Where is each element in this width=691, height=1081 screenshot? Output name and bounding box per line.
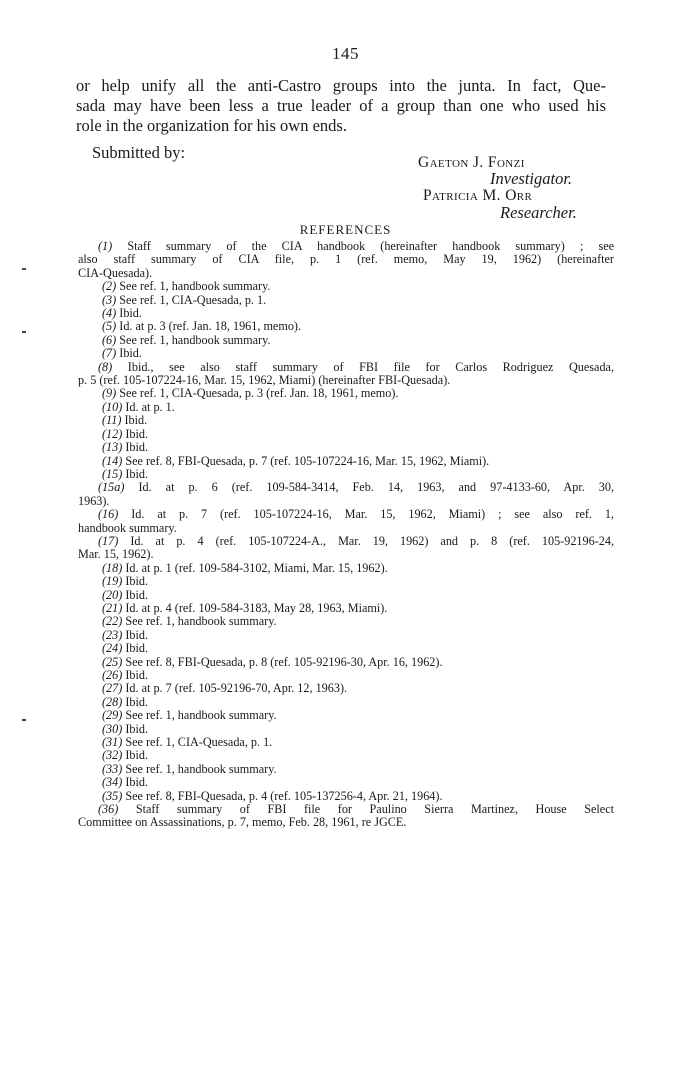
reference-text: Ibid. [119, 346, 142, 361]
intro-line: or help unify all the anti-Castro groups into the junta. In fact, Que- [76, 76, 606, 95]
reference-line [78, 629, 614, 642]
reference-line [78, 508, 614, 521]
reference-number: (20) [102, 587, 123, 602]
reference-text: Committee on Assassinations, p. 7, memo, Feb. 28, 1961, re JGCE. [78, 815, 407, 830]
reference-line [78, 803, 614, 816]
reference-text: Ibid. [125, 440, 149, 455]
reference-line [78, 280, 614, 293]
reference-number: (32) [102, 748, 123, 763]
reference-text: Ibid., see also staff summary of FBI file for Carlos Rodriguez Quesada, [127, 359, 614, 374]
reference-number: (14) [102, 453, 123, 468]
reference-text: See ref. 8, FBI-Quesada, p. 8 (ref. 105-92196-30, Apr. 16, 1962). [125, 654, 443, 669]
references-heading: REFERENCES [299, 222, 392, 237]
reference-line [78, 589, 614, 602]
reference-line [78, 347, 614, 360]
reference-number: (23) [102, 627, 123, 642]
reference-text: Id. at p. 6 (ref. 109-584-3414, Feb. 14, 1963, and 97-4133-60, Apr. 30, [138, 480, 615, 495]
reference-number: (26) [102, 668, 123, 682]
reference-number: (6) [102, 332, 117, 347]
reference-text: Ibid. [125, 627, 149, 642]
reference-text: See ref. 1, CIA-Quesada, p. 1. [119, 292, 267, 307]
signature-name-fonzi: Gaeton J. Fonzi [418, 154, 525, 171]
reference-number: (16) [98, 507, 119, 522]
page-number: 145 [332, 44, 359, 63]
reference-line [78, 602, 614, 615]
reference-line [78, 736, 614, 749]
reference-number: (12) [102, 426, 123, 441]
reference-line [78, 749, 614, 762]
reference-line [78, 253, 614, 266]
reference-text: Ibid. [125, 466, 149, 481]
reference-number: (17) [98, 533, 119, 548]
reference-text: Id. at p. 4 (ref. 105-107224-A., Mar. 19, 1962) and p. 8 (ref. 105-92196-24, [130, 533, 614, 548]
reference-text: See ref. 1, handbook summary. [125, 761, 277, 776]
reference-line [78, 401, 614, 414]
reference-line [78, 240, 614, 253]
reference-number: (36) [98, 802, 119, 817]
reference-text: Ibid. [125, 574, 149, 589]
reference-text: Mar. 15, 1962). [78, 547, 154, 562]
reference-text: See ref. 1, handbook summary. [125, 708, 277, 723]
reference-number: (9) [102, 386, 117, 401]
intro-paragraph [76, 76, 606, 136]
reference-number: (3) [102, 292, 117, 307]
reference-text: Ibid. [125, 426, 149, 441]
reference-text: also staff summary of CIA file, p. 1 (ref. memo, May 19, 1962) (hereinafter [78, 252, 614, 267]
reference-text: Ibid. [125, 721, 149, 736]
reference-line [78, 696, 614, 709]
reference-text: Id. at p. 7 (ref. 105-92196-70, Apr. 12, 1963). [125, 681, 348, 696]
reference-number: (35) [102, 788, 123, 803]
reference-line [78, 441, 614, 454]
reference-line [78, 575, 614, 588]
margin-mark [22, 719, 26, 721]
reference-line [78, 428, 614, 441]
reference-text: handbook summary. [78, 520, 177, 535]
reference-text: Ibid. [125, 641, 149, 656]
reference-text: Staff summary of FBI file for Paulino Sierra Martinez, House Select [135, 802, 614, 817]
reference-number: (10) [102, 399, 123, 414]
reference-text: See ref. 1, handbook summary. [125, 614, 277, 629]
reference-number: (21) [102, 600, 123, 615]
reference-number: (2) [102, 279, 117, 294]
reference-line [78, 535, 614, 548]
reference-line [78, 615, 614, 628]
reference-line [78, 776, 614, 789]
reference-line [78, 816, 614, 829]
reference-line [78, 481, 614, 494]
reference-number: (31) [102, 735, 123, 750]
reference-line [78, 374, 614, 387]
reference-number: (19) [102, 574, 123, 589]
reference-text: 1963). [78, 493, 110, 508]
reference-number: (5) [102, 319, 117, 334]
reference-number: (24) [102, 641, 123, 656]
reference-line [78, 294, 614, 307]
reference-text: See ref. 1, CIA-Quesada, p. 1. [125, 735, 273, 750]
references-list [78, 240, 614, 830]
reference-line [78, 387, 614, 400]
margin-mark [22, 268, 26, 270]
reference-line [78, 361, 614, 374]
reference-text: Id. at p. 1 (ref. 109-584-3102, Miami, Mar. 15, 1962). [125, 560, 388, 575]
reference-line [78, 656, 614, 669]
reference-number: (11) [102, 413, 122, 428]
reference-line [78, 522, 614, 535]
reference-line [78, 468, 614, 481]
reference-text: See ref. 1, CIA-Quesada, p. 3 (ref. Jan. 18, 1961, memo). [119, 386, 399, 401]
reference-number: (4) [102, 306, 117, 321]
reference-text: See ref. 8, FBI-Quesada, p. 4 (ref. 105-137256-4, Apr. 21, 1964). [125, 788, 443, 803]
reference-line [78, 723, 614, 736]
reference-text: Id. at p. 7 (ref. 105-107224-16, Mar. 15, 1962, Miami) ; see also ref. 1, [131, 507, 615, 522]
reference-number: (1) [98, 239, 113, 253]
reference-number: (15a) [98, 480, 125, 495]
reference-number: (22) [102, 614, 123, 629]
reference-line [78, 669, 614, 682]
reference-number: (30) [102, 721, 123, 736]
reference-number: (13) [102, 440, 123, 455]
reference-text: Id. at p. 3 (ref. Jan. 18, 1961, memo). [119, 319, 302, 334]
reference-line [78, 455, 614, 468]
reference-number: (8) [98, 359, 113, 374]
reference-number: (27) [102, 681, 123, 696]
reference-number: (25) [102, 654, 123, 669]
reference-text: Ibid. [125, 587, 149, 602]
signature-title-researcher: Researcher. [500, 203, 577, 222]
reference-text: Ibid. [125, 694, 149, 709]
reference-text: p. 5 (ref. 105-107224-16, Mar. 15, 1962, Miami) (hereinafter FBI-Quesada). [78, 373, 451, 388]
reference-text: Ibid. [125, 775, 149, 790]
intro-line: sada may have been less a true leader of a group than one who used his [76, 96, 606, 115]
reference-line [78, 763, 614, 776]
reference-number: (33) [102, 761, 123, 776]
reference-text: Id. at p. 4 (ref. 109-584-3183, May 28, 1963, Miami). [125, 600, 388, 615]
reference-line [78, 790, 614, 803]
intro-line: role in the organization for his own ends. [76, 116, 347, 135]
reference-text: See ref. 1, handbook summary. [119, 279, 271, 294]
reference-number: (34) [102, 775, 123, 790]
reference-number: (18) [102, 560, 123, 575]
signature-title-investigator: Investigator. [490, 169, 573, 188]
reference-number: (15) [102, 466, 123, 481]
reference-line [78, 562, 614, 575]
reference-line [78, 709, 614, 722]
reference-text: Ibid. [125, 748, 149, 763]
reference-number: (7) [102, 346, 117, 361]
reference-number: (29) [102, 708, 123, 723]
margin-mark [22, 331, 26, 333]
reference-text: Ibid. [125, 668, 149, 682]
reference-number: (28) [102, 694, 123, 709]
reference-line [78, 267, 614, 280]
reference-line [78, 334, 614, 347]
signature-name-orr: Patricia M. Orr [423, 187, 533, 204]
reference-text: See ref. 8, FBI-Quesada, p. 7 (ref. 105-107224-16, Mar. 15, 1962, Miami). [125, 453, 490, 468]
reference-line [78, 682, 614, 695]
reference-text: CIA-Quesada). [78, 265, 153, 280]
submitted-by-label: Submitted by: [92, 143, 186, 162]
reference-line [78, 320, 614, 333]
reference-line [78, 642, 614, 655]
reference-line [78, 414, 614, 427]
reference-text: Ibid. [124, 413, 148, 428]
reference-text: Ibid. [119, 306, 142, 321]
reference-line [78, 495, 614, 508]
reference-line [78, 307, 614, 320]
reference-text: Staff summary of the CIA handbook (hereinafter handbook summary) ; see [127, 239, 615, 253]
reference-line [78, 548, 614, 561]
reference-text: Id. at p. 1. [125, 399, 175, 414]
reference-text: See ref. 1, handbook summary. [119, 332, 271, 347]
